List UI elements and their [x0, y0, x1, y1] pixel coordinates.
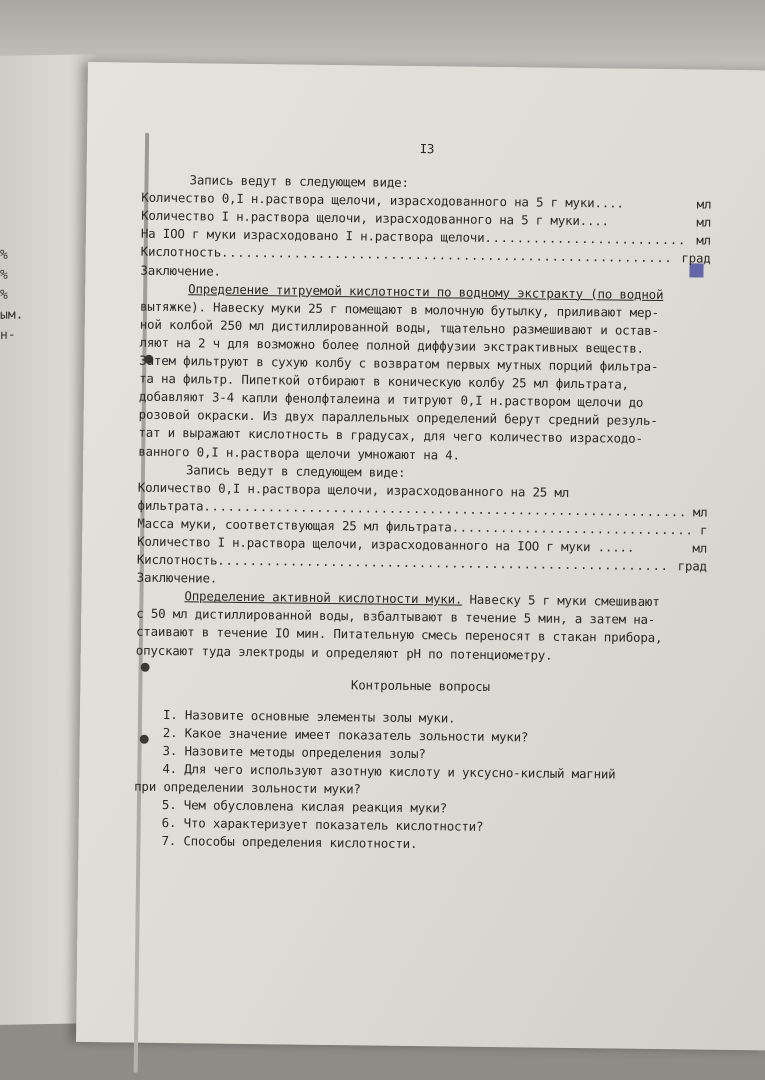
left-mark: ым.: [0, 307, 24, 323]
record-unit: град: [681, 250, 711, 267]
paragraph-text: Навеску 5 г муки смешивают: [462, 591, 660, 610]
paragraph-line: с 50 мл дистиллированной воды, взбалтывают в течение 5 мин, а затем на-: [136, 605, 656, 628]
section-heading: Определение титруемой кислотности по водному экстракту (по водной: [188, 280, 664, 302]
record-intro: Запись ведут в следующем виде:: [189, 172, 409, 191]
record-unit: г: [699, 522, 708, 538]
record-intro: Запись ведут в следующем виде:: [185, 461, 406, 480]
question-item: I. Назовите основные элементы золы муки.: [162, 706, 456, 726]
left-mark: н-: [0, 327, 16, 343]
question-item: 3. Назовите методы определения золы?: [162, 742, 426, 762]
paragraph-line: ной колбой 250 мл дистиллированной воды, тщательно размешивают и остав-: [139, 316, 659, 338]
left-mark: %: [0, 287, 8, 303]
paragraph-line: Затем фильтруют в сухую колбу с возвратом первых мутных порций фильтра-: [139, 352, 659, 375]
record-label: фильтрата: [137, 497, 204, 514]
record-label: Кислотность: [140, 244, 222, 261]
paragraph-line: вытяжке). Навеску муки 25 г помещают в молочную бутылку, приливают мер-: [139, 298, 660, 320]
paragraph-line: та на фильтр. Пипеткой отбирают в коническую колбу 25 мл фильтрата,: [139, 370, 629, 392]
record-label: Количество 0,I н.раствора щелочи, израсходованного на 5 г муки....: [141, 189, 624, 211]
paragraph-line: ванного 0,I н.раствора щелочи умножают на 4.: [138, 443, 460, 463]
left-page-margin-marks: [0, 245, 30, 346]
record-label: Масса муки, соответствующая 25 мл фильтрата: [137, 515, 452, 535]
document-page: [76, 62, 765, 1050]
record-line: Количество 0,I н.раствора щелочи, израсходованного на 25 мл: [137, 479, 570, 500]
record-unit: мл: [696, 196, 712, 212]
conclusion: Заключение.: [140, 262, 221, 279]
record-label: На IOO г муки израсходовано I н.раствора щелочи: [140, 226, 485, 246]
question-item: 4. Для чего используют азотную кислоту и уксусно-кислый магний: [162, 760, 616, 782]
paragraph-line: ляют на 2 ч для возможно более полной диффузии экстрактивных веществ.: [139, 334, 645, 356]
record-unit: град: [677, 558, 707, 574]
record-unit: мл: [696, 214, 712, 230]
question-item: 5. Чем обусловлена кислая реакция муки?: [161, 797, 448, 816]
record-unit: мл: [692, 540, 708, 556]
record-unit: мл: [696, 232, 711, 248]
page-text: [133, 137, 712, 857]
record-label: Кислотность: [136, 551, 218, 568]
desk-background: [0, 0, 765, 70]
left-mark: %: [0, 267, 8, 283]
questions-title: Контрольные вопросы: [350, 676, 490, 694]
page-number: I3: [419, 141, 435, 157]
record-label: Количество I н.раствора щелочи, израсходованного на IOO г муки .....: [137, 533, 635, 555]
record-unit: мл: [692, 504, 708, 520]
paragraph-line: розовой окраски. Из двух параллельных определений берут средний резуль-: [138, 406, 658, 429]
paragraph-line: тат и выражают кислотность в градусах, для чего количество израсходо-: [138, 425, 643, 447]
left-mark: %: [0, 247, 8, 263]
conclusion: Заключение.: [136, 569, 218, 586]
question-item: 6. Что характеризует показатель кислотности?: [161, 815, 484, 835]
paragraph-line: добавляют 3-4 капли фенолфталеина и титруют 0,I н.раствором щелочи до: [138, 388, 644, 411]
paragraph-line: стаивают в течение IO мин. Питательную смесь переносят в стакан прибора,: [135, 624, 663, 646]
record-label: Количество I н.раствора щелочи, израсходованного на 5 г муки....: [141, 207, 610, 229]
question-item: 2. Какое значение имеет показатель зольности муки?: [162, 724, 529, 745]
question-item: при определении зольности муки?: [134, 778, 361, 797]
question-item: 7. Способы определения кислотности.: [161, 833, 418, 852]
section-heading: Определение активной кислотности муки.: [184, 588, 463, 607]
paragraph-line: опускают туда электроды и определяют рН по потенциометру.: [135, 642, 553, 663]
